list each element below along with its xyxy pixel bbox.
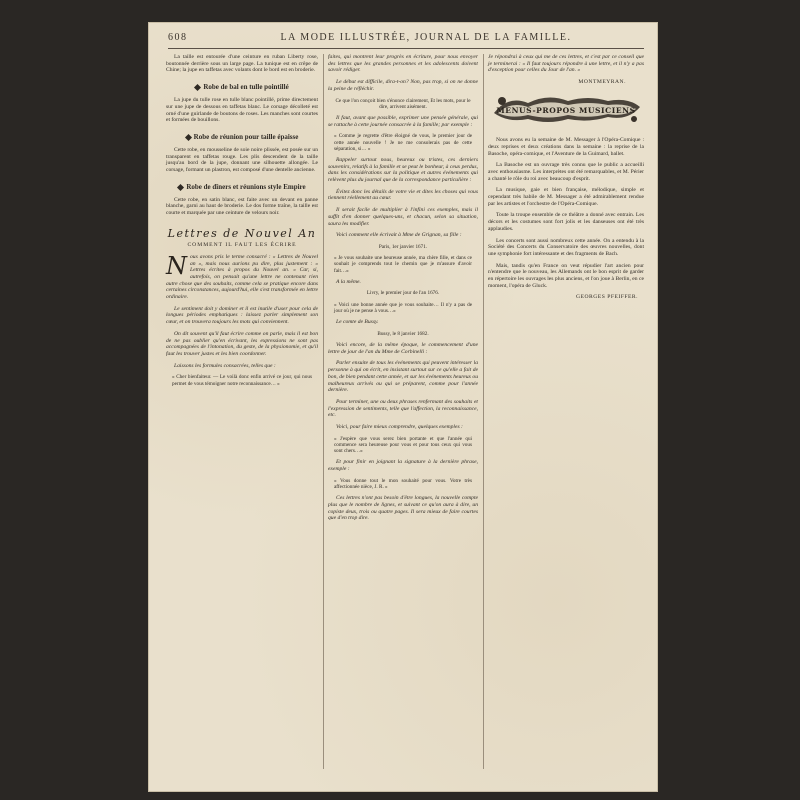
quotation: « Je vous souhaite une heureuse année, ma chère fille, et dans ce souhait je comprends tout le chemin que je m'assure d'avoir fait…» (334, 255, 472, 274)
section-heading: Robe de réunion pour taille épaisse (166, 133, 318, 141)
paragraph: Toute la troupe ensemble de ce théâtre a donné avec entrain. Les décors et les costumes sont fort jolis et les danseuses ont été très applaudies. (488, 212, 644, 232)
paragraph: Ces lettres n'ont pas besoin d'être longues, la nouvelle compte plus que le nombre de lignes, et suivant ce qu'on aura à dire, un copiste deux, trois ou quatre pages. Il sera mieux de faire courtes que d'en trop dire. (328, 495, 478, 522)
section-heading: Robe de bal en tulle pointillé (166, 83, 318, 91)
column-1 (166, 54, 318, 392)
paragraph: La Basoche est un ouvrage très connu que le public a accueilli avec enthousiasme. Les interprètes ont été remarquables, et M. Périer a chanté le rôle du roi avec beaucoup d'esprit. (488, 162, 644, 182)
paragraph: Je répondrai à ceux qui me de ces lettres, et c'est par ce conseil que je terminerai : « Il faut toujours répondre à une lettre, et il n'y a pas d'exception pour celles du Jour de l'an. » (488, 54, 644, 74)
paragraph: Voici comment elle écrivait à Mme de Grignan, sa fille : (336, 232, 462, 239)
dateline: Paris, 1er janvier 1671. (378, 243, 428, 250)
banner-illustration (488, 91, 644, 127)
paragraph: Il serait facile de multiplier à l'infini ces exemples, mais il suffit d'en donner quelques-uns, et chacun, selon sa situation, saura les modifier. (328, 207, 478, 227)
paragraph: On dit souvent qu'il faut écrire comme on parle, mais il est bon de ne pas oublier qu'en écrivant, les expressions ne sont pas accompagnées de l'intonation, du geste, de la physionomie, et qu'il faut les trouver justes et les bien coordonner. (166, 330, 318, 357)
paragraph: Nous avons eu la semaine de M. Messager à l'Opéra-Comique : deux reprises et deux créations dans la semaine : la reprise de la Basoche, opéra-comique, et l'Aventure de la Guimard, ballet. (488, 137, 644, 157)
paragraph: Pour terminer, une ou deux phrases renfermant des souhaits et l'expression de sentiments, telle que l'affection, la reconnaissance, etc. (328, 398, 478, 419)
quotation: « Vous donne tout le mon souhaité pour vous. Votre très affectionnée nièce, J. R. » (334, 477, 472, 490)
drop-cap: N (166, 251, 187, 280)
article-title: Lettres de Nouvel An (167, 226, 317, 240)
paragraph: Les concerts sont aussi nombreux cette année. On a entendu à la Société des Concerts du Conservatoire des œuvres nouvelles, dont une symphonie fort intéressante et des fragments de Bach. (488, 237, 644, 257)
paragraph: Parler ensuite de tous les événements qui peuvent intéresser la personne à qui on écrit, en insistant surtout sur ce qu'elle a fait de bon, de bien pendant cette année, et sur les événements heureux ou malheureux arrivés ou qui se préparent, comme pour l'année dernière. (328, 360, 478, 394)
section-heading: Robe de dîners et réunions style Empire (166, 183, 318, 191)
quotation: Ce que l'on conçoit bien s'énonce clairement, Et les mots, pour le dire, arrivent aisément. (335, 97, 471, 110)
paragraph: Rappeler surtout nous, heureux ou tristes, ces derniers souvenirs, relatifs à la famille et se peut le bonheur, à ceux perdus, dans les considérations sur la politique et autres événements qui relèvent plus du journal que de la correspondance particulière : (328, 156, 478, 184)
bullet-icon (194, 84, 201, 91)
paragraph: Laissons les formules consacrées, telles que : (174, 362, 276, 369)
banner-text: MENUS-PROPOS MUSICIENS (496, 106, 636, 116)
dateline: Bussy, le 8 janvier 1682. (377, 330, 429, 337)
paragraph: faites, qui montrent leur progrès en écriture, pour nous envoyer des lettres que les grandes personnes et les adolescents doivent savoir rédiger. (328, 54, 478, 74)
paragraph: Le début est difficile, dira-t-on? Non, pas trop, si on ne donne la peine de réfléchir. (328, 79, 478, 92)
column-2 (328, 54, 478, 527)
column-divider (483, 54, 484, 769)
quotation: « Cher bienfaiteur. — Le voilà donc enfin arrivé ce jour, qui nous permet de vous témoigner notre reconnaissance… » (172, 374, 312, 387)
paragraph: Mais, tandis qu'en France on veut répudier l'art ancien pour n'entendre que le nouveau, les Allemands ont le bon esprit de garder en répertoire les ouvrages les plus anciens, et l'on joue à Berlin, en ce moment, l'opéra de Gluck. (488, 262, 644, 289)
paragraph: Voici encore, de la même époque, le commencement d'une lettre de jour de l'an du Mme de Corbinelli : (328, 342, 478, 355)
quotation: « J'espère que vous serez bien portante et que l'année qui commence sera heureuse pour vous et pour tous ceux qui vous sont chers…» (334, 435, 472, 455)
paragraph: Cette robe, en mousseline de soie noire plissée, est posée sur un transparent en taffetas rouge. Les plis descendent de la taille jusqu'au bord de la jupe, donnant une silhouette allongée. Le corsage, formant un plastron, est composé d'une dentelle ancienne. (166, 146, 318, 174)
paragraph: Évitez donc les détails de votre vie et dites les choses qui vous tiennent réellement au cœur. (328, 188, 478, 202)
paragraph: Nous avons pris le terme consacré : « Lettres de Nouvel an », mais nous aurions pu dire, plus justement : « Lettres écrites à propos du Nouvel an. » Car, si, autrefois, on pensait qu'une lettre ne contenant rien autre chose que des souhaits, comme cela se pratique encore dans certaines circonstances, aujourd'hui, elle s'est transformée en lettre ordinaire. (166, 251, 318, 301)
header-rule (168, 48, 644, 49)
paragraph: La jupe du tulle rose en tulle blanc pointillé, prime directement sur une jupe de dessous en taffetas blanc. Le corsage décolleté est orné d'une guirlande de boutons de roses. Les manches sont courtes et formées de bouillons. (166, 97, 318, 124)
bullet-icon (185, 134, 192, 141)
paragraph: Et pour finir en joignant la signature à la dernière phrase, exemple : (328, 459, 478, 473)
paragraph: Cette robe, en satin blanc, est faite avec un devant en panne blanche, garni au haut de broderie. Le dos forme traîne, la taille est courte et marquée par une ceinture de velours noir. (166, 196, 318, 217)
page-header (168, 32, 644, 46)
paragraph: La musique, gaie et bien française, mélodique, simple et cependant très habile de M. Messager a été admirablement rendue par les artistes et l'orchestre de l'Opéra-Comique. (488, 187, 644, 207)
paragraph: Le sentiment doit y dominer et il est inutile d'user pour cela de longues périodes emphatiques : laissez parler simplement son cœur, et on trouvera toujours les mots qui conviennent. (166, 305, 318, 326)
journal-title: LA MODE ILLUSTRÉE, JOURNAL DE LA FAMILLE. (280, 32, 572, 43)
paragraph: La taille est entourée d'une ceinture en ruban Liberty rose, boutonnée derrière sous un large page. La tunique est en crêpe de Chine; la jupe en taffetas avec volants dont le bord est en broderie. (166, 54, 318, 74)
paragraph: Voici, pour faire mieux comprendre, quelques exemples : (336, 424, 463, 431)
section-banner (488, 91, 644, 127)
column-3 (488, 54, 644, 300)
bullet-icon (177, 184, 184, 191)
paragraph: Il faut, avant que possible, exprimer une pensée générale, qui se rattache à cette journée consacrée à la famille; par exemple : (328, 114, 478, 128)
quotation: « Comme je regrette d'être éloigné de vous, le premier jour de cette année nouvelle ! Je ne me consolerais pas de cette séparation, si… » (334, 133, 472, 152)
page-number: 608 (168, 32, 188, 43)
signature: MONTMEYRAN. (578, 79, 626, 86)
quotation: « Voici une bonne année que je vous souhaite… Il n'y a pas de jour où je ne pense à vous…» (334, 301, 472, 314)
paragraph: A la même. (336, 278, 361, 285)
signature: GEORGES PFEIFFER. (576, 294, 638, 301)
newspaper-page (148, 22, 658, 792)
article-subtitle: COMMENT IL FAUT LES ÉCRIRE (187, 241, 297, 248)
dateline: Livry, le premier jour de l'an 1676. (366, 290, 440, 297)
column-divider (323, 54, 324, 769)
paragraph: Le comte de Bussy. (336, 319, 379, 326)
